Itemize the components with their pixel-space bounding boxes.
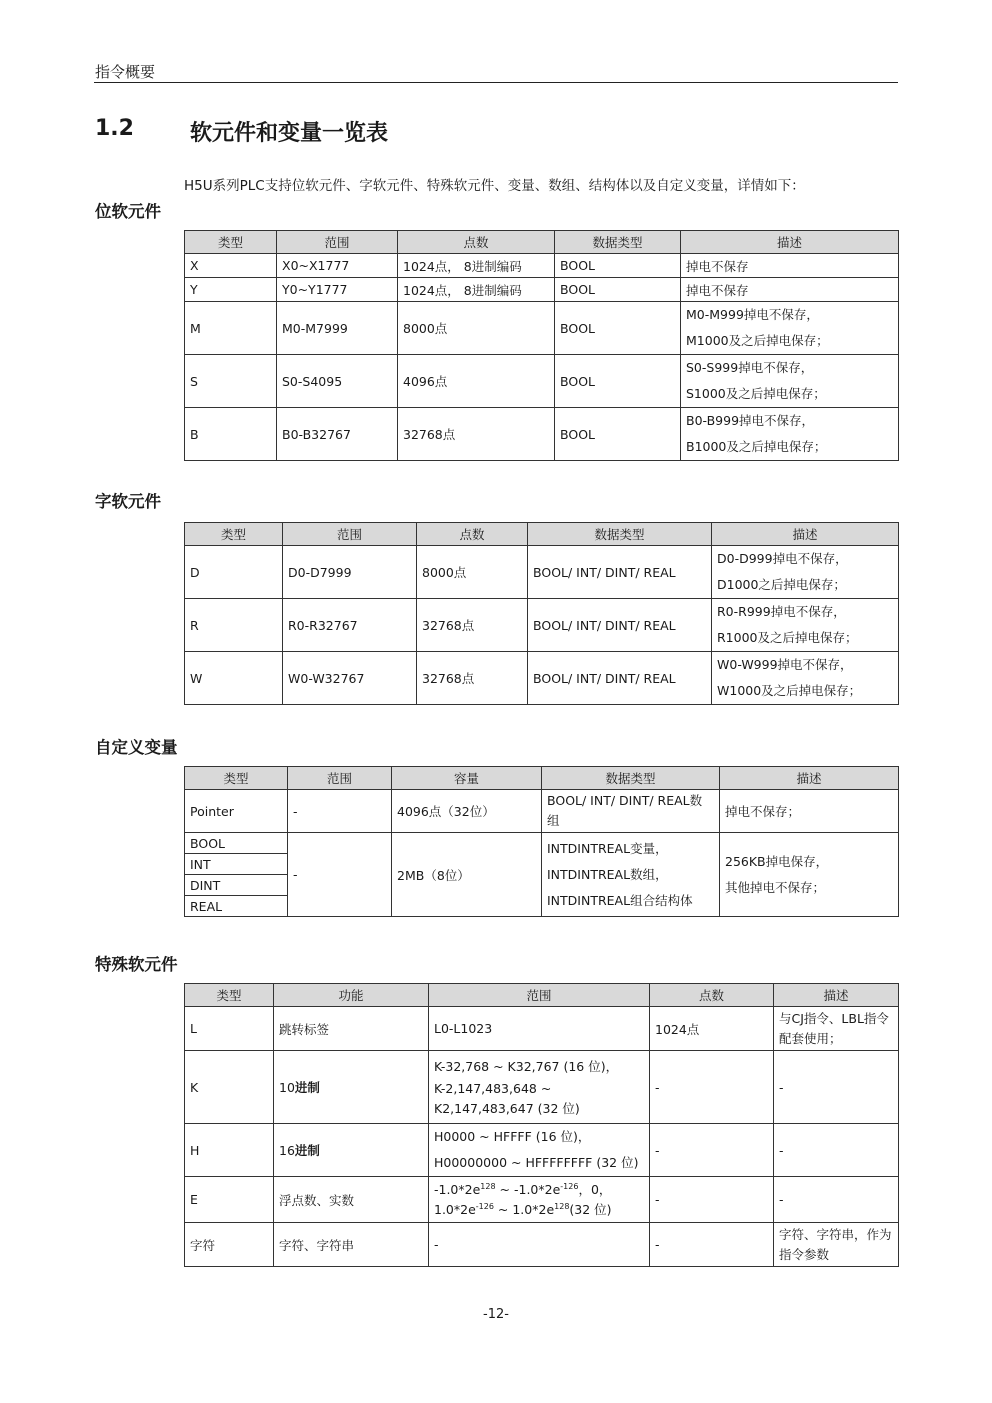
cell-points: - (650, 1051, 774, 1124)
cell-dtype: BOOL (555, 254, 681, 278)
custom-vars-table (184, 766, 899, 917)
column-header: 描述 (720, 767, 899, 790)
table-row (185, 652, 899, 705)
dtype-line: INTDINTREAL组合结构体 (547, 892, 693, 908)
cell-points: 32768点 (398, 408, 555, 461)
table-row (185, 790, 899, 833)
cell-desc: - (774, 1177, 899, 1223)
table-header-row (185, 231, 899, 254)
column-header: 范围 (283, 523, 417, 546)
cell-points: 32768点 (417, 652, 528, 705)
range-part: ~ 1.0*2e (493, 1201, 555, 1217)
cell-dtype: BOOL (555, 355, 681, 408)
cell-desc (712, 652, 899, 705)
cell-type: X (185, 254, 277, 278)
special-devices-title: 特殊软元件 (95, 955, 178, 974)
column-header: 范围 (288, 767, 392, 790)
table-row (185, 1051, 899, 1124)
column-header: 类型 (185, 767, 288, 790)
desc-line: W0-W999掉电不保存， (717, 657, 853, 672)
range-line: H0000 ~ HFFFF (16 位)， (434, 1129, 591, 1144)
dtype-line: INTDINTREAL数组， (547, 866, 668, 882)
cell-range: - (288, 833, 392, 917)
func-number: 10 (279, 1080, 295, 1095)
cell-desc: 掉电不保存 (681, 254, 899, 278)
cell-dtype: BOOL/ INT/ DINT/ REAL (528, 599, 712, 652)
func-word: 进制 (294, 1143, 320, 1158)
desc-line: M1000及之后掉电保存； (686, 333, 829, 348)
cell-points: 32768点 (417, 599, 528, 652)
table-header-row (185, 523, 899, 546)
cell-desc: 掉电不保存； (720, 790, 899, 833)
cell-type: REAL (185, 896, 288, 917)
section-intro: H5U系列PLC支持位软元件、字软元件、特殊软元件、变量、数组、结构体以及自定义变量，详情如下： (184, 178, 805, 194)
cell-func: 跳转标签 (274, 1007, 429, 1051)
bit-devices-table (184, 230, 899, 461)
cell-desc (681, 355, 899, 408)
cell-dtype: BOOL (555, 408, 681, 461)
page-number: -12- (483, 1307, 509, 1322)
column-header: 数据类型 (528, 523, 712, 546)
cell-range: X0~X1777 (277, 254, 398, 278)
column-header: 点数 (417, 523, 528, 546)
cell-points: 1024点， 8进制编码 (398, 254, 555, 278)
cell-type: K (185, 1051, 274, 1124)
cell-range: L0-L1023 (429, 1007, 650, 1051)
table-header-row (185, 984, 899, 1007)
column-header: 描述 (681, 231, 899, 254)
table-row (185, 1223, 899, 1267)
cell-range: B0-B32767 (277, 408, 398, 461)
cell-range: Y0~Y1777 (277, 278, 398, 302)
cell-desc: 字符、字符串，作为指令参数 (774, 1223, 899, 1267)
range-part: ~ -1.0*2e (495, 1181, 561, 1197)
cell-range: S0-S4095 (277, 355, 398, 408)
cell-type: L (185, 1007, 274, 1051)
cell-type: W (185, 652, 283, 705)
range-part: (32 位) (569, 1201, 612, 1217)
table-row (185, 355, 899, 408)
cell-type: S (185, 355, 277, 408)
cell-desc: - (774, 1124, 899, 1177)
cell-range (429, 1177, 650, 1223)
page-header-title: 指令概要 (95, 63, 156, 81)
cell-desc (681, 408, 899, 461)
cell-points: 8000点 (417, 546, 528, 599)
cell-range: D0-D7999 (283, 546, 417, 599)
desc-line: B0-B999掉电不保存， (686, 413, 815, 428)
cell-type: M (185, 302, 277, 355)
section-title: 软元件和变量一览表 (190, 121, 389, 146)
cell-range: - (288, 790, 392, 833)
cell-type: DINT (185, 875, 288, 896)
cell-type: INT (185, 854, 288, 875)
cell-range: R0-R32767 (283, 599, 417, 652)
func-number: 16 (279, 1143, 295, 1158)
cell-points: 1024点， 8进制编码 (398, 278, 555, 302)
cell-points: 8000点 (398, 302, 555, 355)
func-word: 进制 (294, 1080, 320, 1095)
range-part: -1.0*2e (434, 1181, 481, 1197)
column-header: 范围 (429, 984, 650, 1007)
range-exponent: -126 (560, 1181, 579, 1191)
dtype-line: INTDINTREAL变量， (547, 840, 668, 856)
cell-range: W0-W32767 (283, 652, 417, 705)
cell-capacity: 2MB（8位） (392, 833, 542, 917)
table-row (185, 408, 899, 461)
cell-type: D (185, 546, 283, 599)
cell-range: M0-M7999 (277, 302, 398, 355)
cell-points: - (650, 1124, 774, 1177)
column-header: 类型 (185, 231, 277, 254)
range-exponent: -126 (475, 1201, 494, 1211)
column-header: 类型 (185, 523, 283, 546)
desc-line: S1000及之后掉电保存； (686, 386, 826, 401)
section-number: 1.2 (95, 116, 134, 141)
column-header: 类型 (185, 984, 274, 1007)
custom-vars-title: 自定义变量 (95, 738, 178, 757)
word-devices-title: 字软元件 (95, 492, 161, 511)
desc-line: 其他掉电不保存； (725, 879, 826, 895)
cell-type: Pointer (185, 790, 288, 833)
column-header: 描述 (774, 984, 899, 1007)
column-header: 范围 (277, 231, 398, 254)
column-header: 功能 (274, 984, 429, 1007)
cell-type: BOOL (185, 833, 288, 854)
cell-dtype: BOOL (555, 278, 681, 302)
cell-func: 字符、字符串 (274, 1223, 429, 1267)
column-header: 容量 (392, 767, 542, 790)
range-exponent: 128 (480, 1181, 496, 1191)
table-row (185, 1177, 899, 1223)
cell-desc (681, 302, 899, 355)
table-row (185, 1124, 899, 1177)
table-header-row (185, 767, 899, 790)
cell-range: - (429, 1223, 650, 1267)
cell-func: 浮点数、实数 (274, 1177, 429, 1223)
cell-desc (720, 833, 899, 917)
cell-desc (712, 599, 899, 652)
cell-dtype: BOOL/ INT/ DINT/ REAL (528, 652, 712, 705)
table-row (185, 1007, 899, 1051)
desc-line: W1000及之后掉电保存； (717, 683, 862, 698)
cell-points: - (650, 1223, 774, 1267)
cell-capacity: 4096点（32位） (392, 790, 542, 833)
cell-type: H (185, 1124, 274, 1177)
cell-type: B (185, 408, 277, 461)
cell-dtype: BOOL (555, 302, 681, 355)
desc-line: R0-R999掉电不保存， (717, 604, 846, 619)
cell-points: 1024点 (650, 1007, 774, 1051)
word-devices-table (184, 522, 899, 705)
bit-devices-title: 位软元件 (95, 202, 161, 221)
column-header: 点数 (398, 231, 555, 254)
cell-desc: 掉电不保存 (681, 278, 899, 302)
desc-line: B1000及之后掉电保存； (686, 439, 827, 454)
cell-dtype (542, 833, 720, 917)
desc-line: M0-M999掉电不保存， (686, 307, 819, 322)
range-part: ，0，1.0*2e (434, 1181, 612, 1217)
cell-type: 字符 (185, 1223, 274, 1267)
table-row (185, 278, 899, 302)
column-header: 点数 (650, 984, 774, 1007)
special-devices-table (184, 983, 899, 1267)
cell-type: Y (185, 278, 277, 302)
desc-line: R1000及之后掉电保存； (717, 630, 858, 645)
desc-line: 256KB掉电保存， (725, 853, 829, 869)
range-exponent: 128 (554, 1201, 570, 1211)
table-row (185, 546, 899, 599)
cell-type: E (185, 1177, 274, 1223)
desc-line: D0-D999掉电不保存， (717, 551, 848, 566)
column-header: 描述 (712, 523, 899, 546)
cell-dtype: BOOL/ INT/ DINT/ REAL数组 (542, 790, 720, 833)
desc-line: S0-S999掉电不保存， (686, 360, 814, 375)
header-divider (94, 82, 898, 83)
cell-desc: - (774, 1051, 899, 1124)
table-row (185, 302, 899, 355)
table-row (185, 254, 899, 278)
range-line: H00000000 ~ HFFFFFFFF (32 位) (434, 1155, 639, 1170)
cell-type: R (185, 599, 283, 652)
table-row (185, 833, 899, 854)
cell-range (429, 1124, 650, 1177)
cell-points: - (650, 1177, 774, 1223)
table-row (185, 599, 899, 652)
cell-func (274, 1051, 429, 1124)
cell-desc (712, 546, 899, 599)
cell-points: 4096点 (398, 355, 555, 408)
cell-func (274, 1124, 429, 1177)
cell-range (429, 1051, 650, 1124)
column-header: 数据类型 (542, 767, 720, 790)
cell-desc: 与CJ指令、LBL指令配套使用； (774, 1007, 899, 1051)
cell-dtype: BOOL/ INT/ DINT/ REAL (528, 546, 712, 599)
range-line: K-32,768 ~ K32,767 (16 位)， (434, 1059, 619, 1074)
range-line: K-2,147,483,648 ~ K2,147,483,647 (32 位) (434, 1081, 580, 1116)
column-header: 数据类型 (555, 231, 681, 254)
desc-line: D1000之后掉电保存； (717, 577, 846, 592)
